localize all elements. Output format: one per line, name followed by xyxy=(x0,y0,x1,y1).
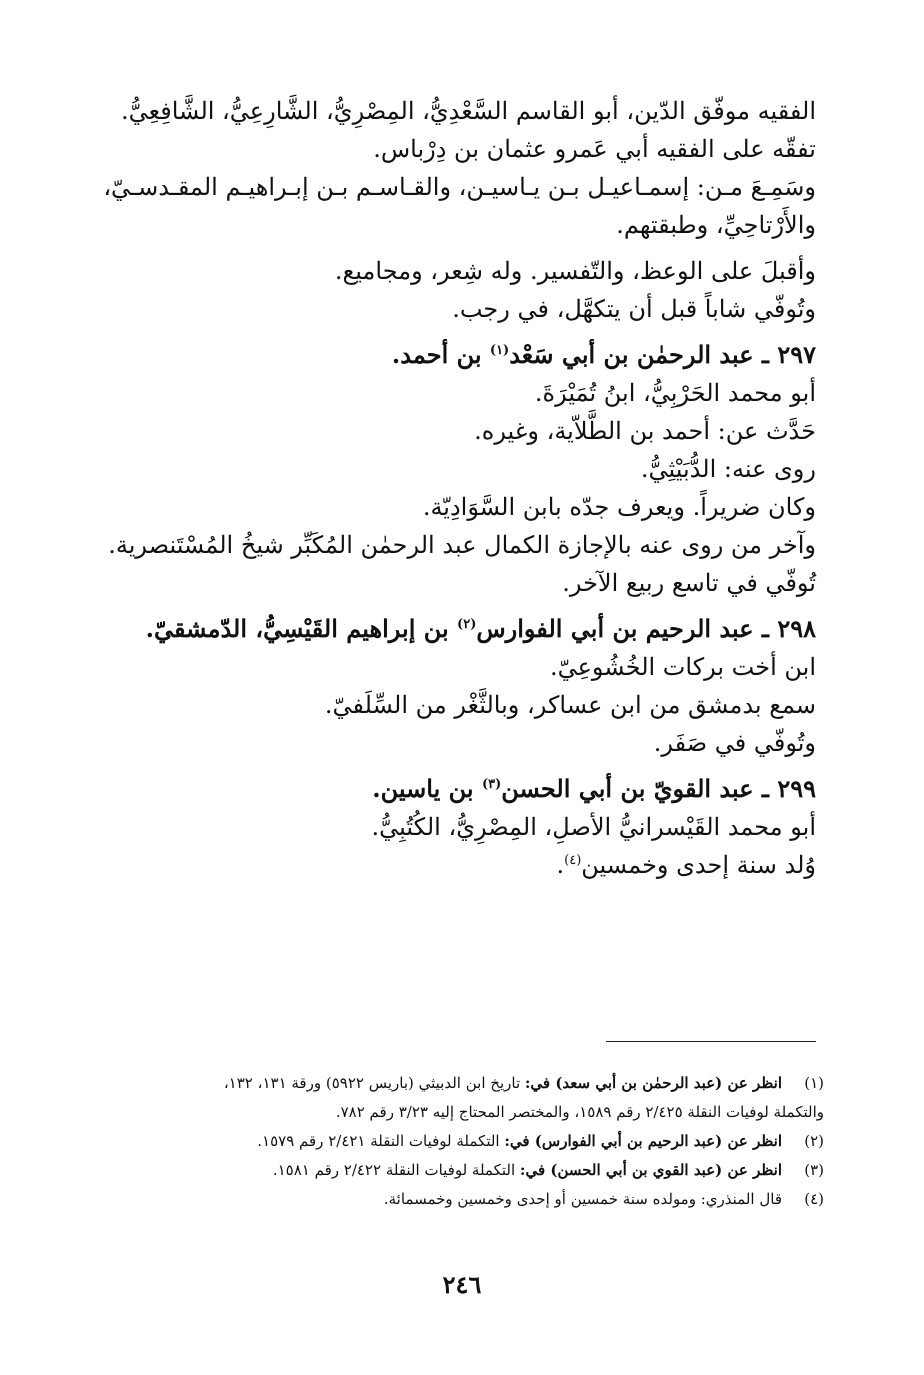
text-line: حَدَّث عن: أحمد بن الطَّلاّية، وغيره. xyxy=(474,417,816,445)
footnote-ref: (١) xyxy=(489,343,510,358)
text-line xyxy=(96,846,816,884)
text-line: روى عنه: الدُّبَيْثِيُّ. xyxy=(640,455,816,483)
footnote xyxy=(94,1072,824,1095)
entry-title-text: ٢٩٨ ـ عبد الرحيم بن أبي الفوارس xyxy=(476,614,816,643)
entry-299-title xyxy=(96,770,816,808)
footnote xyxy=(94,1130,824,1153)
footnote-bold: انظر عن (عبد الرحيم بن أبي الفوارس) في: xyxy=(504,1132,782,1150)
footnote xyxy=(94,1188,824,1211)
text-line: والأَرْتاحِيِّ، وطبقتهم. xyxy=(616,211,816,239)
page-number: ٢٤٦ xyxy=(442,1270,482,1299)
entry-title-text: بن أحمد. xyxy=(391,340,490,369)
footnote-number: (٣) xyxy=(804,1161,824,1179)
footnote-ref: (٣) xyxy=(481,777,502,792)
footnote-number: (١) xyxy=(804,1074,824,1092)
text-line: وتُوفّي شاباً قبل أن يتكهَّل، في رجب. xyxy=(452,295,816,323)
footnote-text: التكملة لوفيات النقلة ٢/٤٢١ رقم ١٥٧٩. xyxy=(257,1132,505,1150)
footnote-bold: انظر عن (عبد الرحمٰن بن أبي سعد) في: xyxy=(524,1074,782,1092)
entry-title-text: بن إبراهيم القَيْسِيُّ، الدّمشقيّ. xyxy=(145,614,458,643)
entry-title-text: ٢٩٩ ـ عبد القويّ بن أبي الحسن xyxy=(501,774,816,803)
entry-title-text: بن ياسين. xyxy=(372,774,482,803)
footnote-text: قال المنذري: ومولده سنة خمسين أو إحدى وخمسين وخمسمائة. xyxy=(383,1190,782,1208)
text-fragment: . xyxy=(556,851,565,879)
footnote-ref: (٤) xyxy=(564,853,582,868)
text-line: وكان ضريراً. ويعرف جدّه بابن السَّوَادِيّة. xyxy=(422,493,816,521)
entry-title-text: ٢٩٧ ـ عبد الرحمٰن بن أبي سَعْد xyxy=(509,340,816,369)
footnote-bold: انظر عن (عبد القوي بن أبي الحسن) في: xyxy=(519,1161,782,1179)
text-line: وسَمِـعَ مـن: إسمـاعيـل بـن يـاسيـن، والقـاسـم بـن إبـراهيـم المقـدسـيّ، xyxy=(103,173,816,201)
footnote-text: التكملة لوفيات النقلة ٢/٤٢٢ رقم ١٥٨١. xyxy=(272,1161,520,1179)
entry-297-title xyxy=(96,336,816,374)
text-line: ابن أخت بركات الخُشُوعِيّ. xyxy=(549,653,816,681)
entry-298-title xyxy=(96,610,816,648)
footnotes xyxy=(94,1072,824,1217)
footnote-continuation: والتكملة لوفيات النقلة ٢/٤٢٥ رقم ١٥٨٩، والمختصر المحتاج إليه ٣/٢٣ رقم ٧٨٢. xyxy=(335,1103,824,1121)
footnote-number: (٢) xyxy=(804,1132,824,1150)
footnote-divider xyxy=(606,1041,816,1042)
text-line: تفقّه على الفقيه أبي عَمرو عثمان بن دِرْباس. xyxy=(373,135,816,163)
text-line: وأقبلَ على الوعظ، والتّفسير. وله شِعر، ومجاميع. xyxy=(334,257,816,285)
text-line: وتُوفّي في صَفَر. xyxy=(653,729,816,757)
text-line: وآخر من روى عنه بالإجازة الكمال عبد الرحمٰن المُكَبِّر شيخُ المُسْتَنصرية. xyxy=(108,531,816,559)
footnote xyxy=(94,1159,824,1182)
text-line: الفقيه موفّق الدّين، أبو القاسم السَّعْدِيُّ، المِصْرِيُّ، الشَّارِعِيُّ، الشَّافِعِيُّ. xyxy=(121,97,816,125)
text-line: سمع بدمشق من ابن عساكر، وبالثَّغْر من السِّلَفيّ. xyxy=(324,691,816,719)
footnote-ref: (٢) xyxy=(457,617,477,632)
footnote-text: تاريخ ابن الدبيثي (باريس ٥٩٢٢) ورقة ١٣١، ١٣٢، xyxy=(223,1074,525,1092)
text-line: تُوفّي في تاسع ربيع الآخر. xyxy=(562,569,816,597)
text-line: أبو محمد الحَرْبِيُّ، ابنُ تُمَيْرَةَ. xyxy=(534,379,816,407)
text-fragment: وُلد سنة إحدى وخمسين xyxy=(581,851,816,879)
text-line: أبو محمد القَيْسرانيُّ الأصلِ، المِصْرِيُّ، الكُتُبِيُّ. xyxy=(371,813,816,841)
main-text xyxy=(96,92,816,884)
footnote-number: (٤) xyxy=(804,1190,824,1208)
